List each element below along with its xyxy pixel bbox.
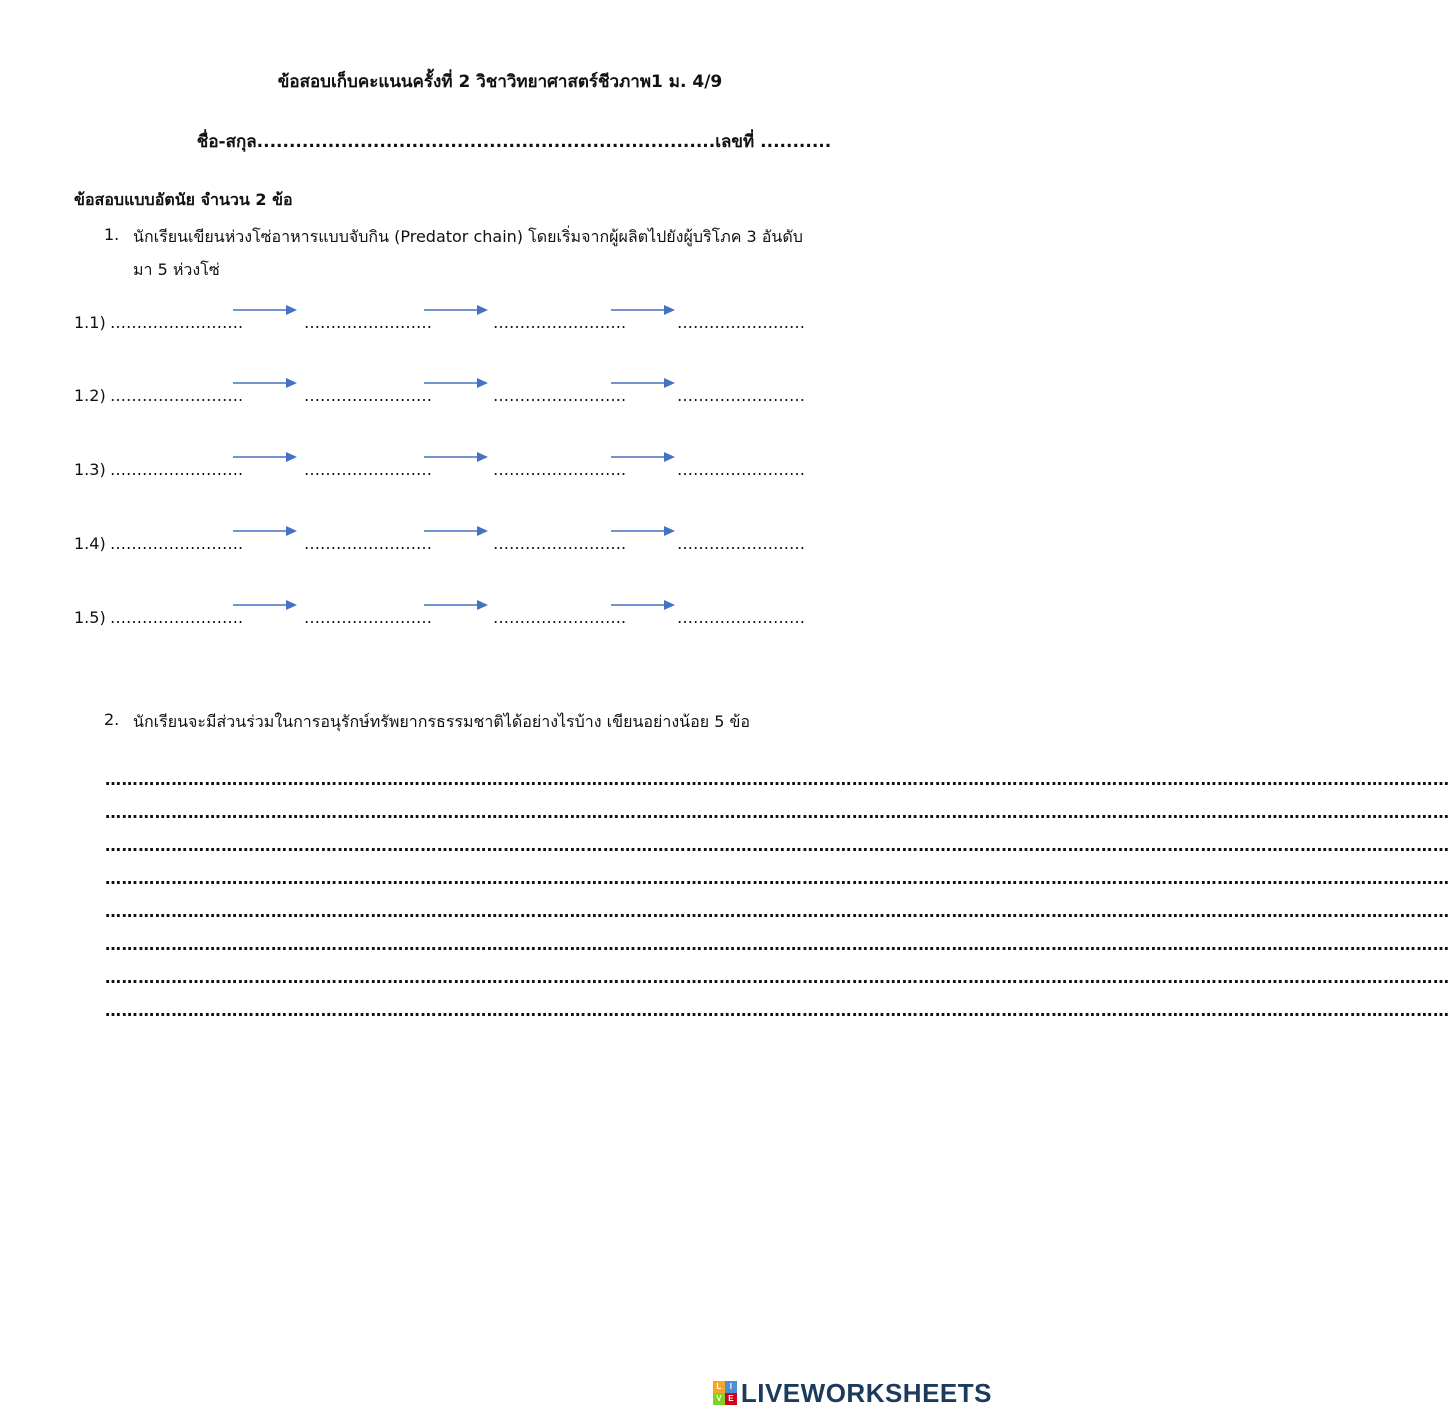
food-chain-blank[interactable]: ……………………	[304, 313, 432, 332]
food-chain-blank[interactable]: …………………….	[110, 460, 244, 479]
answer-line[interactable]: ………………………………………………………………………………………………………………………………………………………………………………………………………………………	[105, 803, 1450, 822]
right-arrow-icon	[423, 598, 489, 612]
food-chain-row-label: 1.3)	[74, 460, 106, 479]
right-arrow-icon	[423, 450, 489, 464]
right-arrow-icon	[423, 376, 489, 390]
food-chain-row-label: 1.1)	[74, 313, 106, 332]
question-2-number: 2.	[104, 710, 120, 729]
right-arrow-icon	[610, 524, 676, 538]
right-arrow-icon	[232, 524, 298, 538]
food-chain-row-label: 1.2)	[74, 386, 106, 405]
section-heading: ข้อสอบแบบอัตนัย จำนวน 2 ข้อ	[74, 190, 293, 209]
food-chain-row	[74, 534, 834, 558]
food-chain-row	[74, 608, 834, 632]
food-chain-blank[interactable]: …………………….	[493, 460, 627, 479]
question-1-text-continued: มา 5 ห่วงโซ่	[133, 260, 220, 279]
food-chain-row-label: 1.5)	[74, 608, 106, 627]
food-chain-blank[interactable]: …………………….	[493, 313, 627, 332]
logo-tile-i: I	[725, 1381, 737, 1393]
name-and-number-line[interactable]: ชื่อ-สกุล.......................................................................เลขที่ ...........	[196, 132, 832, 152]
food-chain-blank[interactable]: ……………………	[677, 608, 805, 627]
right-arrow-icon	[610, 598, 676, 612]
food-chain-blank[interactable]: ……………………	[677, 460, 805, 479]
food-chain-blank[interactable]: …………………….	[110, 386, 244, 405]
food-chain-blank[interactable]: ……………………	[677, 313, 805, 332]
food-chain-row	[74, 460, 834, 484]
food-chain-blank[interactable]: ……………………	[677, 386, 805, 405]
answer-line[interactable]: ………………………………………………………………………………………………………………………………………………………………………………………………………………………	[105, 770, 1450, 789]
liveworksheets-logo-icon	[713, 1381, 737, 1405]
answer-line[interactable]: ………………………………………………………………………………………………………………………………………………………………………………………………………………………	[105, 902, 1450, 921]
food-chain-row	[74, 313, 834, 337]
food-chain-blank[interactable]: …………………….	[493, 386, 627, 405]
right-arrow-icon	[423, 524, 489, 538]
right-arrow-icon	[610, 450, 676, 464]
answer-line[interactable]: ………………………………………………………………………………………………………………………………………………………………………………………………………………………	[105, 869, 1450, 888]
food-chain-blank[interactable]: ……………………	[304, 608, 432, 627]
logo-tile-l: L	[713, 1381, 725, 1393]
right-arrow-icon	[610, 376, 676, 390]
right-arrow-icon	[610, 303, 676, 317]
question-1-number: 1.	[104, 225, 120, 244]
liveworksheets-logo	[713, 1378, 992, 1408]
right-arrow-icon	[232, 303, 298, 317]
liveworksheets-logo-text: LIVEWORKSHEETS	[740, 1377, 992, 1408]
food-chain-blank[interactable]: ……………………	[677, 534, 805, 553]
logo-tile-v: V	[713, 1393, 725, 1405]
page-title: ข้อสอบเก็บคะแนนครั้งที่ 2 วิชาวิทยาศาสตร์ชีวภาพ1 ม. 4/9	[277, 72, 723, 92]
food-chain-blank[interactable]: …………………….	[493, 608, 627, 627]
food-chain-blank[interactable]: …………………….	[110, 534, 244, 553]
right-arrow-icon	[232, 450, 298, 464]
logo-tile-e: E	[725, 1393, 737, 1405]
food-chain-blank[interactable]: …………………….	[493, 534, 627, 553]
food-chain-blank[interactable]: ……………………	[304, 386, 432, 405]
food-chain-blank[interactable]: …………………….	[110, 608, 244, 627]
food-chain-blank[interactable]: ……………………	[304, 460, 432, 479]
question-1-text: นักเรียนเขียนห่วงโซ่อาหารแบบจับกิน (Predator chain) โดยเริ่มจากผู้ผลิตไปยังผู้บริโภค 3 อันดับ	[133, 227, 803, 246]
food-chain-blank[interactable]: ……………………	[304, 534, 432, 553]
food-chain-row	[74, 386, 834, 410]
food-chain-blank[interactable]: …………………….	[110, 313, 244, 332]
answer-line[interactable]: ………………………………………………………………………………………………………………………………………………………………………………………………………………………	[105, 1001, 1450, 1020]
right-arrow-icon	[232, 598, 298, 612]
answer-line[interactable]: ………………………………………………………………………………………………………………………………………………………………………………………………………………………	[105, 836, 1450, 855]
right-arrow-icon	[232, 376, 298, 390]
answer-line[interactable]: ………………………………………………………………………………………………………………………………………………………………………………………………………………………	[105, 935, 1450, 954]
food-chain-row-label: 1.4)	[74, 534, 106, 553]
answer-line[interactable]: ………………………………………………………………………………………………………………………………………………………………………………………………………………………	[105, 968, 1450, 987]
right-arrow-icon	[423, 303, 489, 317]
question-2-text: นักเรียนจะมีส่วนร่วมในการอนุรักษ์ทรัพยากรธรรมชาติได้อย่างไรบ้าง เขียนอย่างน้อย 5 ข้อ	[133, 712, 750, 731]
